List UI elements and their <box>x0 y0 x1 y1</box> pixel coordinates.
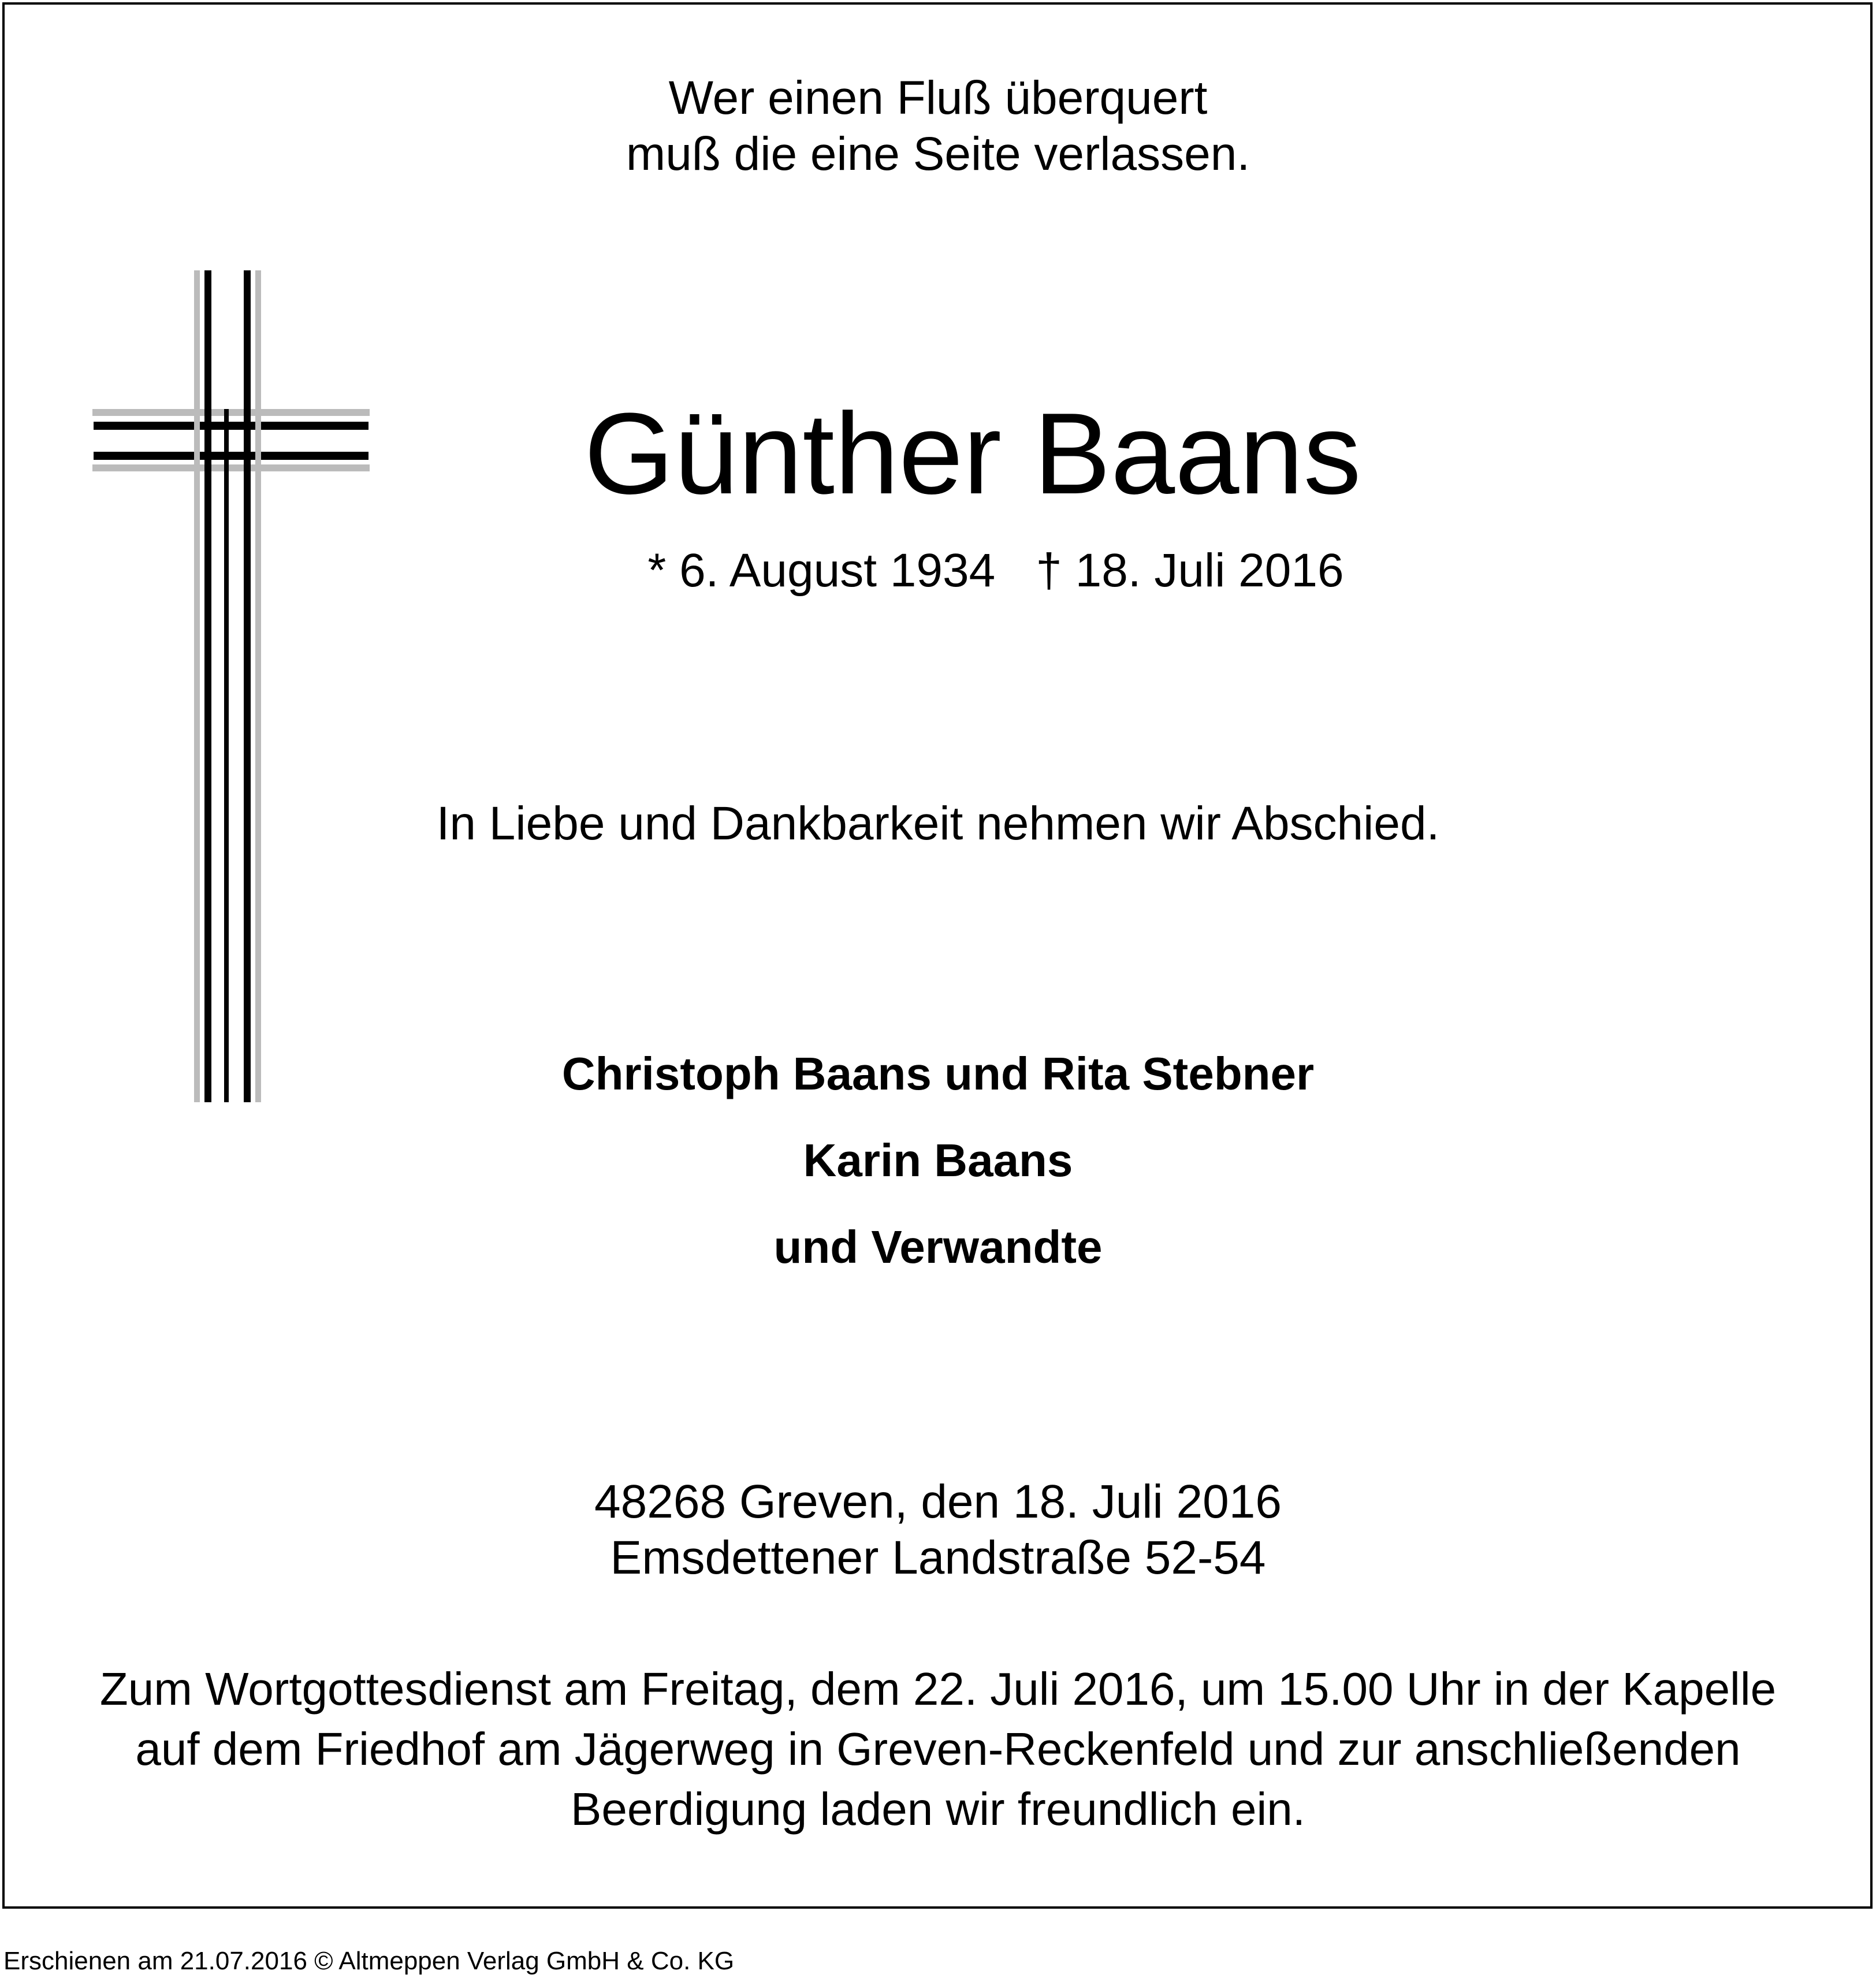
mourner-name: und Verwandte <box>773 1221 1103 1273</box>
farewell-text: In Liebe und Dankbarkeit nehmen wir Abschied. <box>436 797 1440 850</box>
address: Emsdettener Landstraße 52-54 <box>610 1531 1266 1584</box>
deceased-name: Günther Baans <box>584 389 1361 518</box>
mourner-name: Christoph Baans und Rita Stebner <box>561 1048 1315 1099</box>
service-line-1: Zum Wortgottesdienst am Freitag, dem 22. Juli 2016, um 15.00 Uhr in der Kapelle <box>99 1663 1777 1715</box>
service-line-2: auf dem Friedhof am Jägerweg in Greven-Reckenfeld und zur anschließenden <box>135 1723 1741 1775</box>
motto <box>0 70 1876 183</box>
motto-line-2: muß die eine Seite verlassen. <box>626 127 1250 180</box>
life-dates <box>58 543 1876 599</box>
place-and-address <box>0 1474 1876 1586</box>
mourner-name: Karin Baans <box>803 1135 1073 1186</box>
birth-date: * 6. August 1934 <box>647 544 996 597</box>
death-date: † 18. Juli 2016 <box>1036 544 1344 597</box>
service-line-3: Beerdigung laden wir freundlich ein. <box>571 1783 1305 1835</box>
place-date: 48268 Greven, den 18. Juli 2016 <box>594 1475 1282 1528</box>
motto-line-1: Wer einen Fluß überquert <box>668 72 1208 124</box>
service-announcement <box>0 1659 1876 1839</box>
publication-footer: Erschienen am 21.07.2016 © Altmeppen Verlag GmbH & Co. KG <box>3 1947 735 1975</box>
